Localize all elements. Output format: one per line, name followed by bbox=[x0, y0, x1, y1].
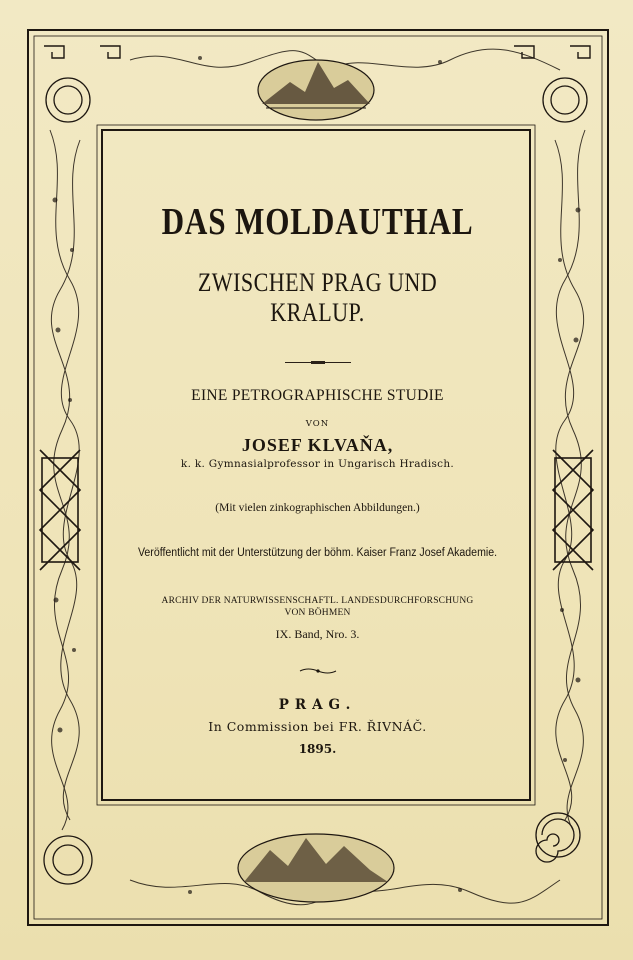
publication-year: 1895. bbox=[298, 742, 337, 756]
publication-place: PRAG. bbox=[278, 697, 357, 713]
illustrations-note: (Mit vielen zinkographischen Abbildungen.) bbox=[215, 502, 420, 514]
archive-line: ARCHIV DER NATURWISSENSCHAFTL. LANDESDURCHFORSCHUNG bbox=[161, 596, 474, 606]
study-type: EINE PETROGRAPHISCHE STUDIE bbox=[191, 387, 444, 404]
book-title: DAS MOLDAUTHAL bbox=[161, 201, 474, 243]
author-name: JOSEF KLVAŇA, bbox=[241, 435, 394, 455]
archive-series bbox=[120, 595, 515, 619]
mountain-vignette bbox=[258, 60, 374, 120]
volume-number: IX. Band, Nro. 3. bbox=[275, 627, 360, 641]
book-subtitle: ZWISCHEN PRAG UND KRALUP. bbox=[197, 268, 438, 327]
title-block bbox=[120, 200, 515, 756]
ornament-icon bbox=[298, 667, 338, 675]
publication-note: Veröffentlicht mit der Unterstützung der böhm. Kaiser Franz Josef Akademie. bbox=[137, 547, 498, 559]
divider-rule bbox=[285, 362, 351, 363]
archive-line: VON BÖHMEN bbox=[284, 608, 351, 618]
commission-line: In Commission bei FR. ŘIVNÁČ. bbox=[208, 719, 427, 734]
author-title: k. k. Gymnasialprofessor in Ungarisch Hradisch. bbox=[180, 458, 455, 470]
by-label: VON bbox=[305, 419, 330, 429]
ammonite-icon bbox=[536, 813, 580, 862]
